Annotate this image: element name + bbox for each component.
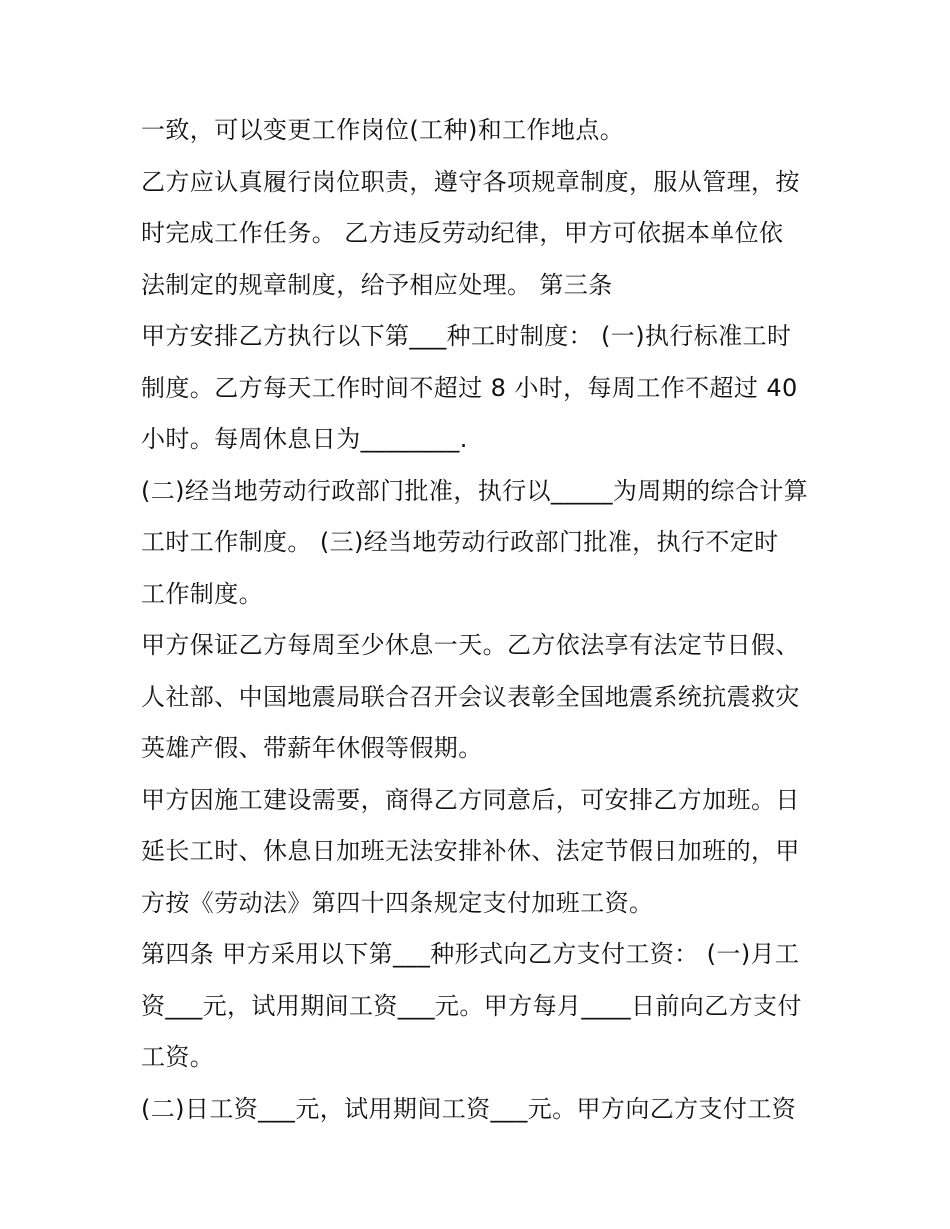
text-line: 第四条 甲方采用以下第___种形式向乙方支付工资： (一)月工 [141, 940, 800, 968]
text-line: 延长工时、休息日加班无法安排补休、法定节假日加班的，甲 [141, 837, 800, 865]
text-line: 乙方应认真履行岗位职责，遵守各项规章制度，服从管理，按 [141, 167, 800, 196]
text-line: 英雄产假、带薪年休假等假期。 [141, 734, 483, 762]
text-line: 工资。 [141, 1043, 215, 1071]
text-line: 时完成工作任务。 乙方违反劳动纪律，甲方可依据本单位依 [141, 219, 784, 247]
text-line: 法制定的规章制度，给予相应处理。 第三条 [141, 270, 613, 299]
text-line: (二)日工资___元，试用期间工资___元。甲方向乙方支付工资 [141, 1094, 797, 1123]
text-line: (二)经当地劳动行政部门批准，执行以_____为周期的综合计算 [141, 476, 809, 505]
text-line: 方按《劳动法》第四十四条规定支付加班工资。 [141, 888, 654, 917]
text-line: 制度。乙方每天工作时间不超过 8 小时，每周工作不超过 40 [141, 373, 798, 402]
text-line: 工时工作制度。 (三)经当地劳动行政部门批准，执行不定时 [141, 528, 779, 556]
text-line: 一致，可以变更工作岗位(工种)和工作地点。 [141, 116, 625, 144]
text-line: 甲方保证乙方每周至少休息一天。乙方依法享有法定节日假、 [141, 631, 800, 659]
text-line: 甲方安排乙方执行以下第___种工时制度： (一)执行标准工时 [141, 322, 792, 350]
document-body [141, 105, 821, 1135]
text-line: 小时。每周休息日为________. [141, 425, 468, 453]
text-line: 甲方因施工建设需要，商得乙方同意后，可安排乙方加班。日 [141, 785, 800, 814]
text-line: 资___元，试用期间工资___元。甲方每月____日前向乙方支付 [141, 991, 802, 1020]
text-line: 工作制度。 [141, 579, 263, 608]
text-line: 人社部、中国地震局联合召开会议表彰全国地震系统抗震救灾 [141, 682, 800, 711]
